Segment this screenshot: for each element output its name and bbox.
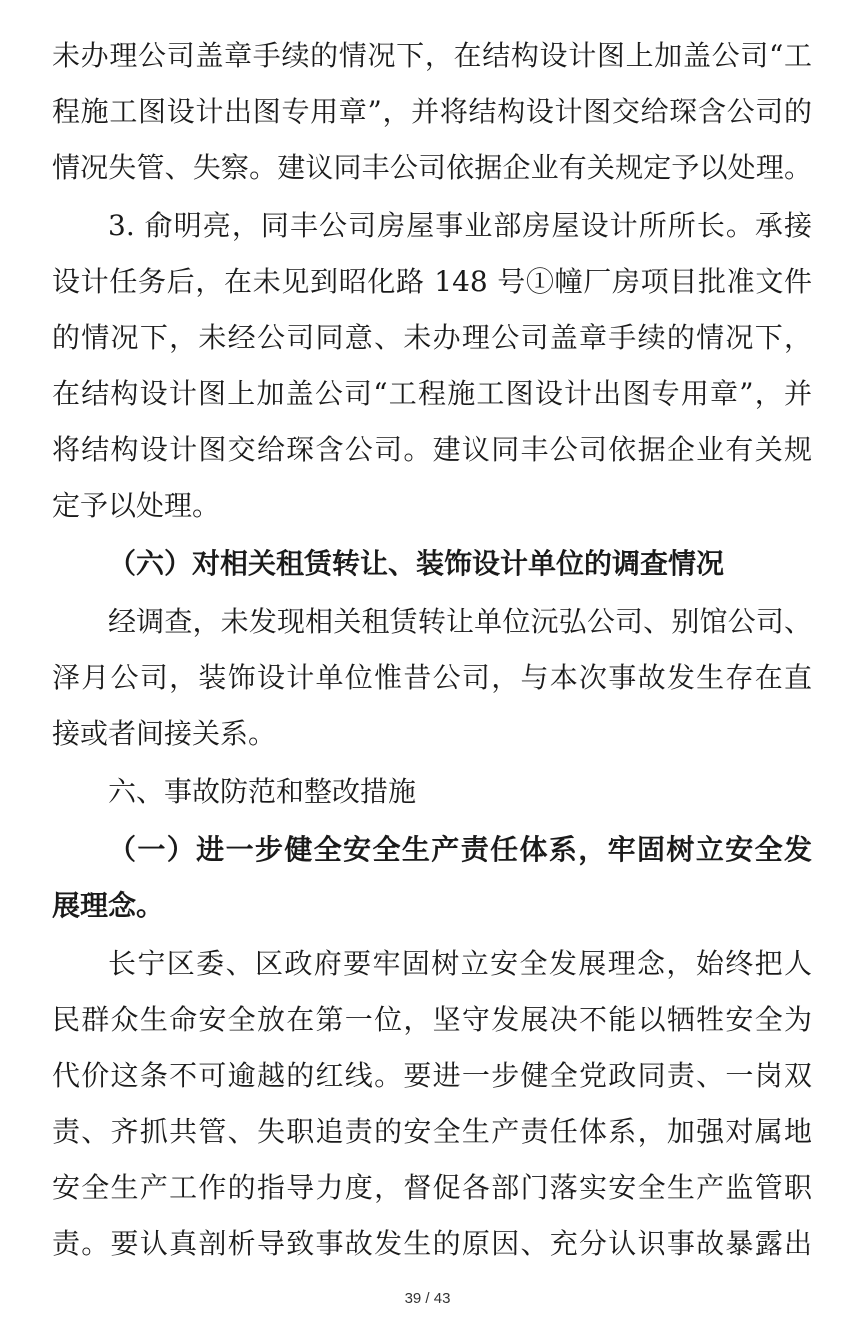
subsection-heading: （一）进一步健全安全生产责任体系，牢固树立安全发: [108, 833, 812, 866]
subsection-heading: （六）对相关租赁转让、装饰设计单位的调查情况: [108, 547, 725, 580]
body-text-line: 责。要认真剖析导致事故发生的原因、充分认识事故暴露出: [52, 1227, 812, 1260]
body-text-line: 接或者间接关系。: [52, 717, 277, 750]
body-text-line: 长宁区委、区政府要牢固树立安全发展理念，始终把人: [108, 947, 812, 980]
body-text-line: 情况失管、失察。建议同丰公司依据企业有关规定予以处理。: [52, 151, 812, 184]
body-text-line: 程施工图设计出图专用章”，并将结构设计图交给琛含公司的: [52, 95, 812, 128]
body-text-line: 责、齐抓共管、失职追责的安全生产责任体系，加强对属地: [52, 1115, 812, 1148]
body-text-line: 民群众生命安全放在第一位，坚守发展决不能以牺牲安全为: [52, 1003, 812, 1036]
body-text-line: 泽月公司，装饰设计单位惟昔公司，与本次事故发生存在直: [52, 661, 812, 694]
body-text-line: 安全生产工作的指导力度，督促各部门落实安全生产监管职: [52, 1171, 812, 1204]
section-heading: 六、事故防范和整改措施: [108, 775, 417, 808]
body-text-line: 代价这条不可逾越的红线。要进一步健全党政同责、一岗双: [52, 1059, 812, 1092]
body-text-line: 设计任务后，在未见到昭化路 148 号①幢厂房项目批准文件: [52, 265, 812, 298]
body-text-line: 经调查，未发现相关租赁转让单位沅弘公司、别馆公司、: [108, 605, 812, 638]
body-text-line: 定予以处理。: [52, 489, 221, 522]
body-text-line: 的情况下，未经公司同意、未办理公司盖章手续的情况下，: [52, 321, 812, 354]
body-text-line: 未办理公司盖章手续的情况下，在结构设计图上加盖公司“工: [52, 39, 812, 72]
page-number: 39 / 43: [404, 1290, 451, 1307]
body-text-line: 在结构设计图上加盖公司“工程施工图设计出图专用章”，并: [52, 377, 812, 410]
body-text-line: 将结构设计图交给琛含公司。建议同丰公司依据企业有关规: [52, 433, 812, 466]
body-text-line: 3. 俞明亮，同丰公司房屋事业部房屋设计所所长。承接: [108, 209, 812, 242]
subsection-heading-continued: 展理念。: [52, 889, 165, 922]
